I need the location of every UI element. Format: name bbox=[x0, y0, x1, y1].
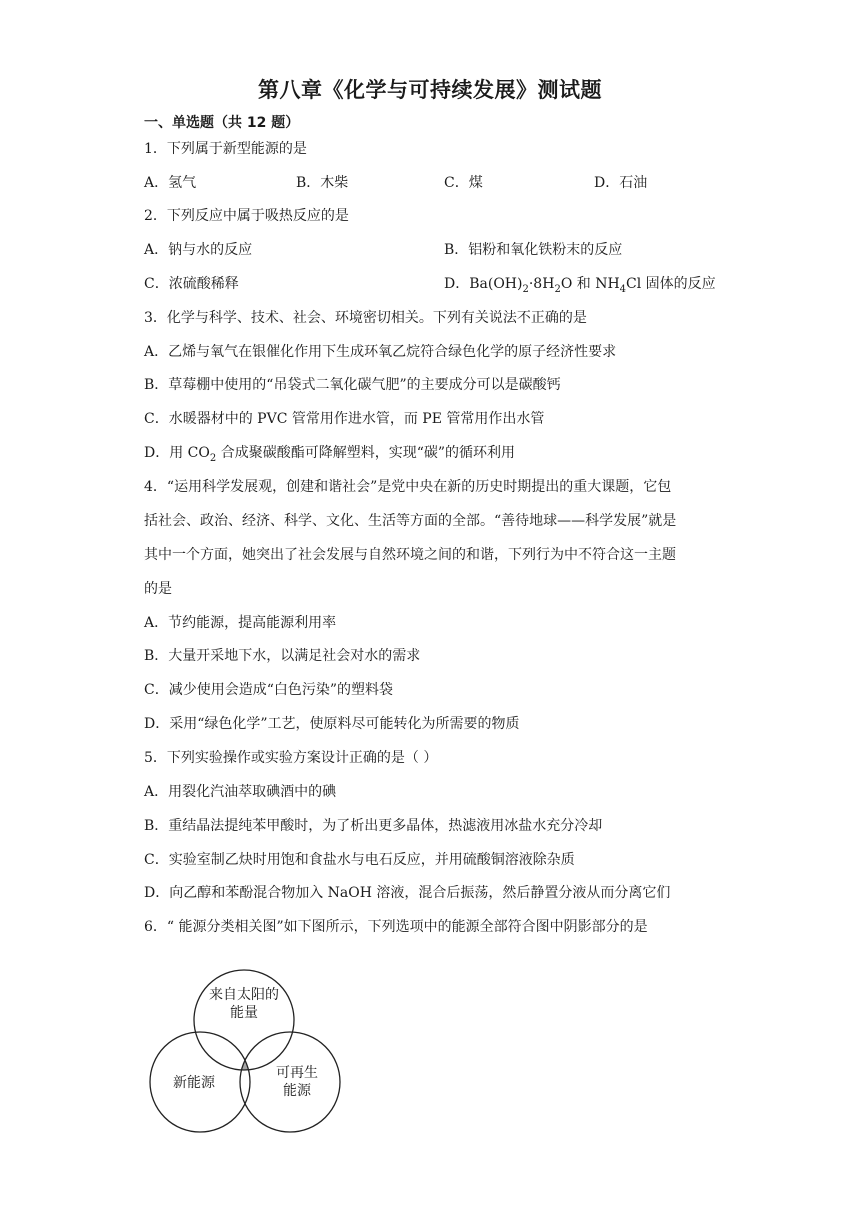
question-3-stem: 3．化学与科学、技术、社会、环境密切相关。下列有关说法不正确的是 bbox=[144, 310, 587, 326]
question-5-option-b: B．重结晶法提纯苯甲酸时，为了析出更多晶体，热滤液用冰盐水充分冷却 bbox=[144, 818, 603, 834]
question-5-option-c: C．实验室制乙炔时用饱和食盐水与电石反应，并用硫酸铜溶液除杂质 bbox=[144, 852, 575, 868]
question-1-option-b: B．木柴 bbox=[296, 175, 349, 191]
question-2-stem: 2．下列反应中属于吸热反应的是 bbox=[144, 208, 349, 224]
question-5-stem: 5．下列实验操作或实验方案设计正确的是（ ） bbox=[144, 750, 438, 766]
venn-label-solar-line-1: 来自太阳的 bbox=[209, 987, 279, 1003]
question-4-stem-line-1: 4．“运用科学发展观，创建和谐社会”是党中央在新的历史时期提出的重大课题，它包 bbox=[144, 479, 672, 495]
energy-venn-diagram bbox=[144, 960, 364, 1140]
question-2-option-d: D．$Ba(OH)_2\cdot 8H_2O$ 和 $NH_4Cl$ 固体的反应 bbox=[444, 276, 716, 295]
question-2-option-a: A．钠与水的反应 bbox=[144, 242, 253, 258]
page-title: 第八章《化学与可持续发展》测试题 bbox=[258, 78, 602, 102]
venn-label-renewable-line-2: 能源 bbox=[283, 1083, 311, 1099]
question-3-option-a: A．乙烯与氧气在银催化作用下生成环氧乙烷符合绿色化学的原子经济性要求 bbox=[144, 344, 617, 360]
question-1-option-d: D．石油 bbox=[594, 175, 648, 191]
venn-circle-renewable-energy bbox=[240, 1032, 340, 1132]
question-2-option-b: B．铝粉和氧化铁粉末的反应 bbox=[444, 242, 623, 258]
question-5-option-d: D．向乙醇和苯酚混合物加入 NaOH 溶液，混合后振荡，然后静置分液从而分离它们 bbox=[144, 885, 671, 901]
question-3-option-d: D．用 $CO_2$ 合成聚碳酸酯可降解塑料，实现“碳”的循环利用 bbox=[144, 445, 516, 464]
question-3-option-b: B．草莓棚中使用的“吊袋式二氧化碳气肥”的主要成分可以是碳酸钙 bbox=[144, 377, 561, 393]
section-heading: 一、单选题（共 12 题） bbox=[144, 115, 300, 131]
venn-label-renewable-line-1: 可再生 bbox=[276, 1065, 318, 1081]
venn-label-new-energy: 新能源 bbox=[173, 1075, 215, 1091]
question-4-stem-line-4: 的是 bbox=[144, 581, 172, 597]
question-4-stem-line-2: 括社会、政治、经济、科学、文化、生活等方面的全部。“善待地球——科学发展”就是 bbox=[144, 513, 677, 529]
question-1-stem: 1．下列属于新型能源的是 bbox=[144, 141, 307, 157]
question-4-option-c: C．减少使用会造成“白色污染”的塑料袋 bbox=[144, 682, 394, 698]
question-1-option-c: C．煤 bbox=[444, 175, 483, 191]
question-6-stem: 6．“ 能源分类相关图”如下图所示，下列选项中的能源全部符合图中阴影部分的是 bbox=[144, 919, 648, 935]
venn-label-solar-line-2: 能量 bbox=[230, 1005, 258, 1021]
question-4-option-d: D．采用“绿色化学”工艺，使原料尽可能转化为所需要的物质 bbox=[144, 716, 520, 732]
question-3-option-c: C．水暖器材中的 PVC 管常用作进水管，而 PE 管常用作出水管 bbox=[144, 411, 545, 427]
question-4-option-b: B．大量开采地下水，以满足社会对水的需求 bbox=[144, 648, 421, 664]
question-5-option-a: A．用裂化汽油萃取碘酒中的碘 bbox=[144, 784, 337, 800]
question-4-stem-line-3: 其中一个方面，她突出了社会发展与自然环境之间的和谐，下列行为中不符合这一主题 bbox=[144, 547, 676, 563]
question-2-option-c: C．浓硫酸稀释 bbox=[144, 276, 239, 292]
question-1-option-a: A．氢气 bbox=[144, 175, 197, 191]
question-4-option-a: A．节约能源，提高能源利用率 bbox=[144, 615, 337, 631]
